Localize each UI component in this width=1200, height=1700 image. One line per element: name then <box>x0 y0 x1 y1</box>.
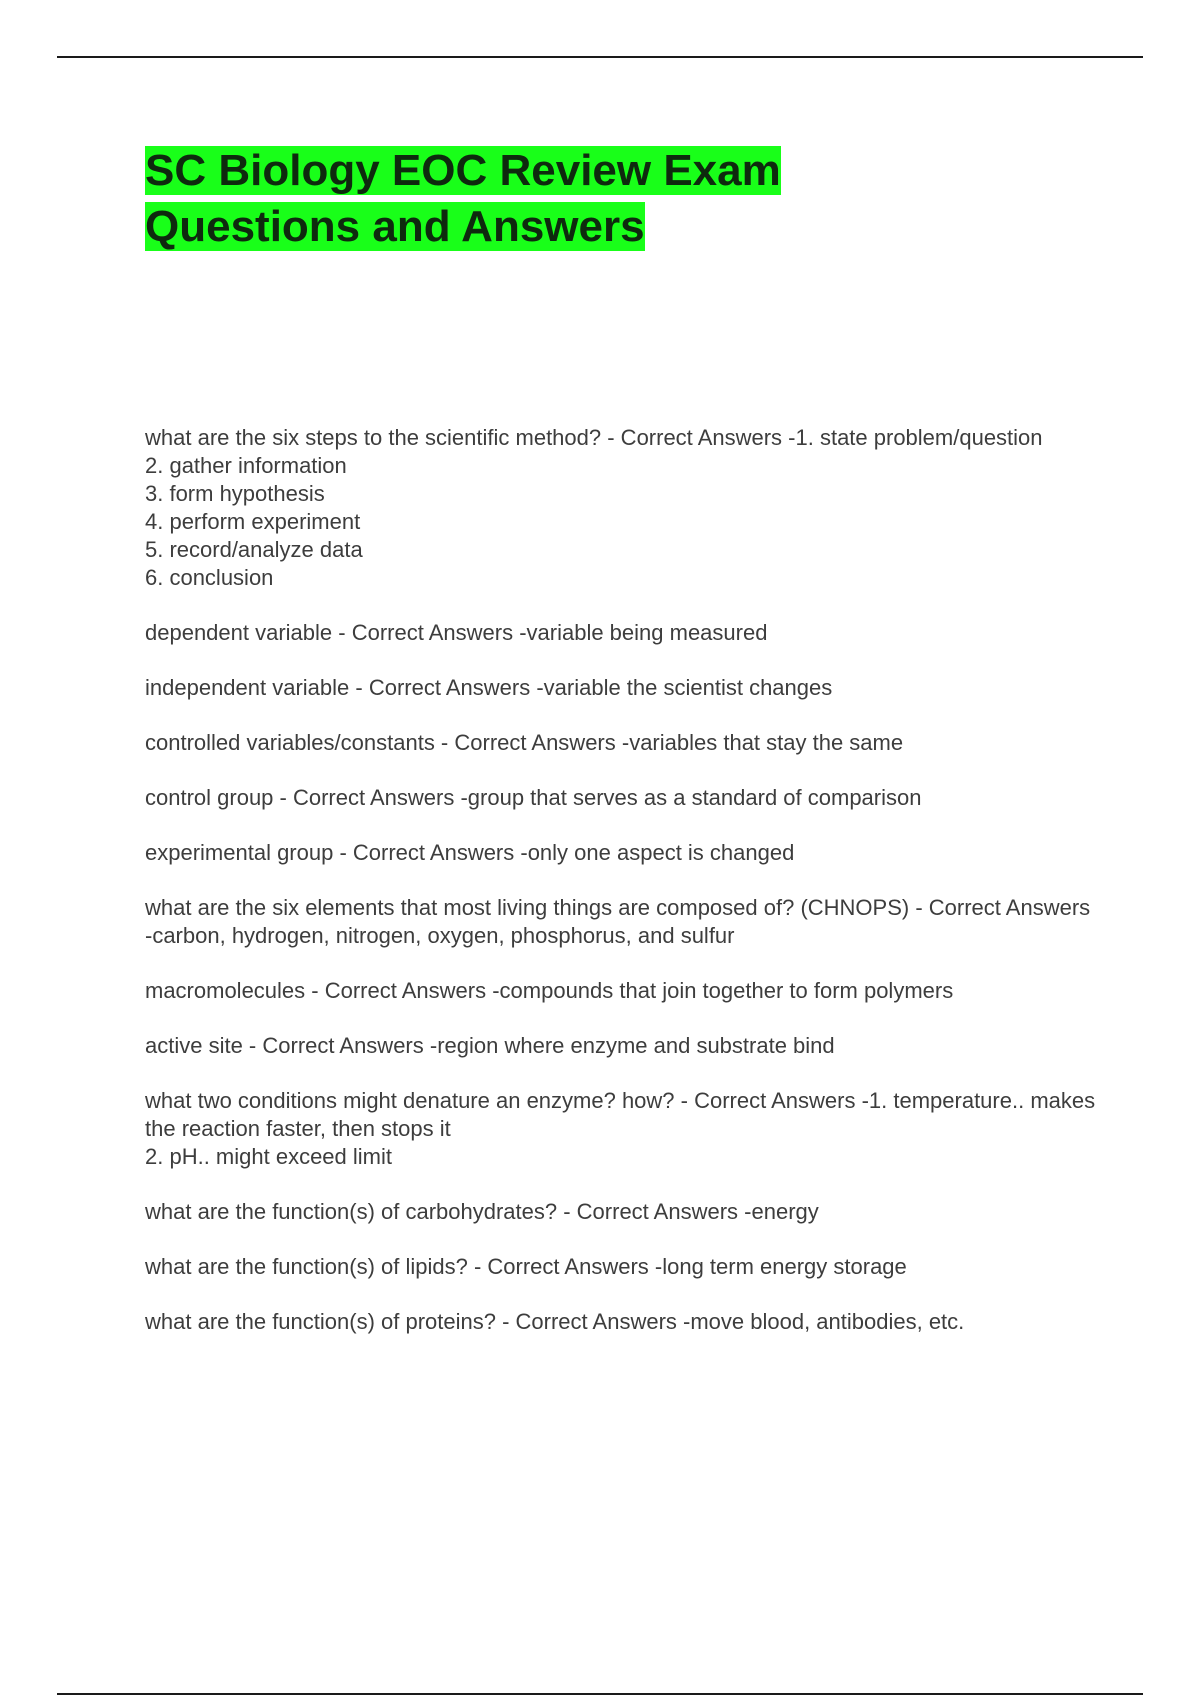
qa-item: control group - Correct Answers -group that serves as a standard of comparison <box>145 785 922 810</box>
qa-item: active site - Correct Answers -region where enzyme and substrate bind <box>145 1033 835 1058</box>
qa-item: what are the six elements that most living things are composed of? (CHNOPS) - Correct Answers -carbon, hydrogen, nitrogen, oxygen, phosphorus, and sulfur <box>145 895 1091 948</box>
qa-item: what two conditions might denature an enzyme? how? - Correct Answers -1. temperature.. makes the reaction faster, then stops it 2. pH.. might exceed limit <box>145 1088 1096 1169</box>
qa-item: experimental group - Correct Answers -only one aspect is changed <box>145 840 795 865</box>
footer-rule <box>57 1693 1143 1695</box>
qa-item: macromolecules - Correct Answers -compounds that join together to form polymers <box>145 978 954 1003</box>
qa-item: independent variable - Correct Answers -variable the scientist changes <box>145 675 833 700</box>
qa-item: what are the function(s) of lipids? - Correct Answers -long term energy storage <box>145 1254 907 1279</box>
qa-item: what are the six steps to the scientific method? - Correct Answers -1. state problem/question 2. gather information 3. form hypothesis 4. perform experiment 5. record/analyze data 6. conclusion <box>145 425 1043 590</box>
qa-item: what are the function(s) of proteins? - Correct Answers -move blood, antibodies, etc. <box>145 1309 965 1334</box>
qa-item: what are the function(s) of carbohydrates? - Correct Answers -energy <box>145 1199 819 1224</box>
qa-item: controlled variables/constants - Correct Answers -variables that stay the same <box>145 730 904 755</box>
qa-list <box>145 424 1100 1363</box>
page-title <box>145 143 945 255</box>
qa-item: dependent variable - Correct Answers -variable being measured <box>145 620 768 645</box>
header-rule <box>57 56 1143 58</box>
title-highlight: SC Biology EOC Review Exam Questions and Answers <box>145 146 781 251</box>
